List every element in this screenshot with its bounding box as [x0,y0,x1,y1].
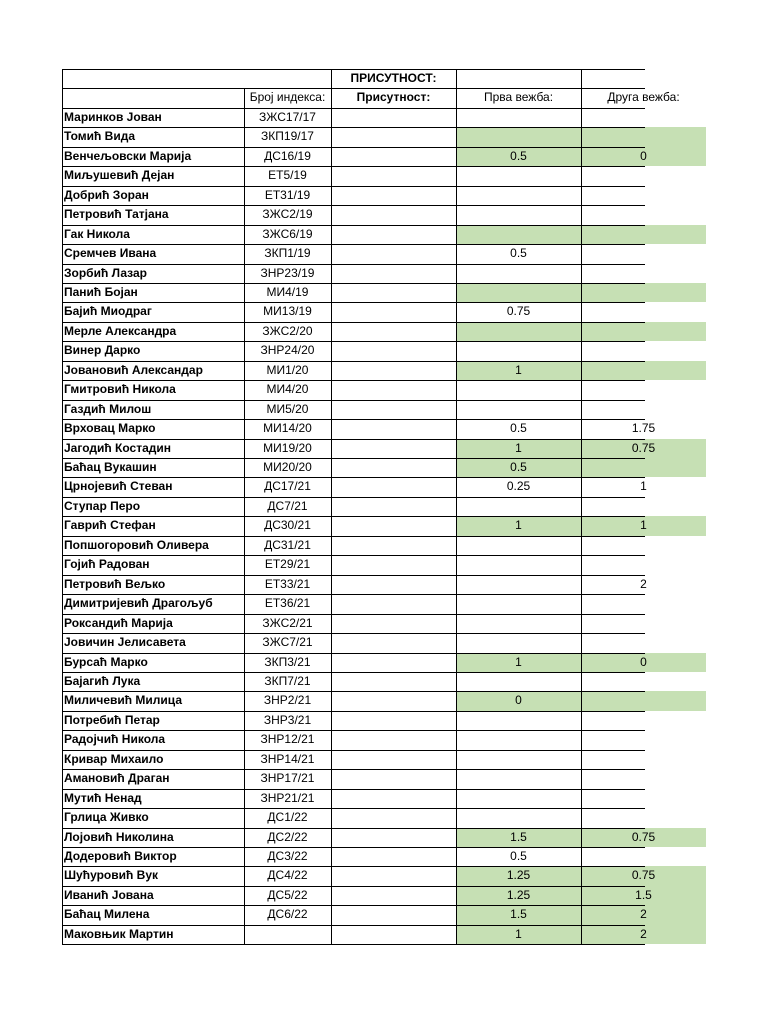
student-index: ЕТ5/19 [268,168,307,183]
grid-line-h [62,186,645,187]
exercise-1-score: 1 [515,362,522,377]
exercise-2-clip [581,516,645,535]
exercise-1-score [456,555,581,574]
student-name: Бајагић Лука [64,673,141,688]
student-name: Црнојевић Стеван [64,479,173,494]
exercise-1-score [456,380,581,399]
student-name: Гмитровић Никола [64,382,176,397]
exercise-1-score [456,672,581,691]
grid-line-h [62,769,645,770]
grid-line-v [456,69,457,945]
header-exercise-1: Прва вежба: [483,90,554,104]
exercise-2-clip [581,633,645,652]
grid-line-h [62,750,645,751]
grid-line-v [331,69,332,945]
exercise-2-clip [581,322,645,341]
exercise-2-clip [581,108,645,127]
exercise-2-clip [581,828,656,847]
header-index: Број индекса: [249,90,326,104]
grid-line-h [62,283,645,284]
exercise-2-clip [581,886,652,905]
exercise-1-score [456,108,581,127]
exercise-2-score: 0.75 [631,829,656,844]
exercise-1-score: 1 [515,926,522,941]
exercise-2-score [581,361,706,380]
grid-line-h [62,205,645,206]
exercise-1-score: 0.75 [506,304,531,319]
exercise-1-score [456,264,581,283]
student-index: ДС5/22 [267,887,308,902]
grid-line-h [62,886,645,887]
exercise-2-score [581,847,706,866]
grid-line-h [62,672,645,673]
student-name: Миљушевић Дејан [64,168,175,183]
grid-line-v [581,69,582,945]
student-index: ЕТ29/21 [264,557,311,572]
student-index: МИ14/20 [263,421,312,436]
student-index: ДС30/21 [264,518,311,533]
exercise-2-clip [581,925,645,944]
student-index: ЗЖС17/17 [259,109,316,124]
student-name: Роксандић Марија [64,615,173,630]
grid-line-h [62,166,645,167]
student-name: Панић Бојан [64,284,138,299]
exercise-1-score [456,614,581,633]
exercise-2-score: 2 [640,907,647,922]
exercise-2-score [581,633,706,652]
exercise-1-score [456,400,581,419]
exercise-1-score: 0.5 [510,246,527,261]
exercise-2-clip [581,166,645,185]
exercise-2-clip [581,594,645,613]
exercise-2-score [581,264,706,283]
exercise-2-clip [581,400,645,419]
grid-line-h [62,925,645,926]
grid-line-h [62,361,645,362]
exercise-2-score: 1 [640,479,647,494]
student-index: ЗНР17/21 [260,771,315,786]
exercise-1-score [456,769,581,788]
exercise-2-clip [581,361,645,380]
exercise-2-clip [581,536,645,555]
student-name: Сремчев Ивана [64,246,157,261]
exercise-2-score: 0 [640,654,647,669]
student-index: ДС3/22 [267,849,308,863]
exercise-1-score: 0.5 [510,849,527,863]
exercise-2-score: 1 [640,518,647,533]
exercise-2-score [581,691,706,710]
student-name: Гак Никола [64,226,130,241]
student-name: Потребић Петар [64,712,160,727]
grid-line-h [62,225,645,226]
student-index: МИ13/19 [263,304,312,319]
student-name: Мутић Ненад [64,790,142,805]
student-name: Маковњик Мартин [64,926,174,941]
student-index: ЕТ31/19 [264,187,311,202]
grid-line-h [62,127,645,128]
exercise-1-score: 0.5 [510,460,527,474]
grid-line-h [62,536,645,537]
exercise-2-score: 2 [640,926,647,941]
exercise-1-score: 1.25 [506,868,531,883]
exercise-1-score: 1.5 [510,907,527,922]
exercise-2-clip [581,283,645,302]
exercise-2-clip [581,614,645,633]
student-index: ЗНР21/21 [260,790,315,805]
student-name: Амановић Драган [64,771,170,786]
exercise-1-score: 0 [515,693,522,708]
exercise-2-score [581,225,706,244]
student-index: ЗЖС6/19 [262,226,313,241]
student-name: Јовановић Александар [64,362,203,377]
exercise-2-clip [581,730,645,749]
grid-line-h [62,711,645,712]
grid-line-h [62,439,645,440]
exercise-1-score: 1.25 [506,887,531,902]
student-name: Јовичин Јелисавета [64,635,186,650]
exercise-2-clip [581,264,645,283]
exercise-2-score [581,205,706,224]
header-exercise-2-clip [581,88,680,107]
grid-line-h [62,69,645,70]
student-index: МИ1/20 [266,362,309,377]
exercise-1-score [456,341,581,360]
student-index: ЗНР24/20 [260,343,315,358]
student-index: ЗЖС2/20 [262,323,313,338]
grid-line-h [62,322,645,323]
student-index: ЕТ33/21 [264,576,311,591]
exercise-1-score: 1 [515,440,522,455]
student-name: Иванић Јована [64,887,154,902]
grid-line-h [62,789,645,790]
student-name: Кривар Михаило [64,751,164,766]
exercise-2-score [581,789,706,808]
exercise-1-score [456,205,581,224]
exercise-2-score [581,769,706,788]
exercise-2-clip [581,341,645,360]
student-name: Петровић Татјана [64,207,169,222]
exercise-2-score: 0.75 [631,440,656,455]
exercise-2-score [581,555,706,574]
grid-line-v [62,69,63,945]
student-index: ЗНР14/21 [260,751,315,766]
student-name: Зорбић Лазар [64,265,147,280]
student-name: Попшогоровић Оливера [64,537,209,552]
exercise-2-clip [581,302,645,321]
exercise-2-score [581,380,706,399]
exercise-2-score [581,186,706,205]
exercise-2-score [581,750,706,769]
student-index: МИ19/20 [263,440,312,455]
grid-line-h [62,808,645,809]
student-index: ДС1/22 [267,810,308,825]
exercise-2-clip [581,244,645,263]
student-index [244,925,331,944]
student-name: Гојић Радован [64,557,150,572]
exercise-2-score [581,127,706,146]
exercise-2-score [581,497,706,516]
student-name: Бајић Миодраг [64,304,152,319]
grid-line-h [62,458,645,459]
exercise-1-score [456,283,581,302]
student-index: ДС7/21 [267,498,308,513]
exercise-2-clip [581,769,645,788]
exercise-1-score: 1.5 [510,829,527,844]
exercise-1-score [456,789,581,808]
exercise-2-clip [581,458,645,477]
grid-line-h [62,147,645,148]
student-index: ЗКП1/19 [264,246,311,261]
exercise-2-score: 0 [640,148,647,163]
exercise-2-clip [581,497,645,516]
student-index: ЗЖС7/21 [262,635,313,650]
grid-line-h [62,244,645,245]
grid-line-h [62,653,645,654]
student-index: ЗЖС2/19 [262,207,313,222]
exercise-2-clip [581,477,645,496]
grid-line-h [62,847,645,848]
exercise-1-score: 1 [515,654,522,669]
exercise-2-clip [581,205,645,224]
exercise-2-clip [581,147,645,166]
exercise-2-score [581,614,706,633]
exercise-2-clip [581,380,645,399]
exercise-1-score: 1 [515,518,522,533]
student-index: ЗКП19/17 [261,129,314,144]
exercise-1-score: 0.5 [510,148,527,163]
exercise-1-score [456,730,581,749]
student-name: Димитријевић Драгољуб [64,596,213,611]
exercise-2-score [581,711,706,730]
student-index: МИ4/19 [266,284,309,299]
student-index: ДС4/22 [267,868,308,883]
grid-line-h [62,497,645,498]
student-index: ДС17/21 [264,479,311,494]
student-index: ДС2/22 [267,829,308,844]
grid-line-h [62,828,645,829]
exercise-2-score: 1.75 [631,421,656,436]
exercise-2-score [581,730,706,749]
student-name: Радојчић Никола [64,732,166,747]
grid-line-h [62,691,645,692]
student-index: МИ5/20 [266,401,309,416]
exercise-1-score [456,322,581,341]
exercise-2-clip [581,419,656,438]
grid-line-h [62,88,645,89]
student-index: ЗКП3/21 [264,654,311,669]
exercise-2-score [581,536,706,555]
student-index: ЗНР3/21 [263,712,312,727]
student-index: ДС31/21 [264,537,311,552]
grid-line-h [62,380,645,381]
student-name: Грлица Живко [64,810,149,825]
exercise-2-score: 2 [640,576,647,591]
exercise-2-clip [581,691,645,710]
student-name: Додеровић Виктор [64,849,177,863]
exercise-2-score [581,458,706,477]
exercise-2-clip [581,711,645,730]
exercise-2-clip [581,439,656,458]
student-index: ЗНР23/19 [260,265,315,280]
grid-line-h [62,905,645,906]
grid-line-h [62,944,645,945]
exercise-2-score [581,302,706,321]
exercise-2-clip [581,555,645,574]
student-name: Петровић Вељко [64,576,166,591]
student-name: Газдић Милош [64,401,152,416]
student-name: Лојовић Николина [64,829,174,844]
student-name: Венчељовски Марија [64,148,192,163]
grid-line-h [62,302,645,303]
exercise-2-clip [581,789,645,808]
student-name: Миличевић Милица [64,693,183,708]
student-name: Винер Дарко [64,343,141,358]
exercise-2-score [581,244,706,263]
student-index: МИ4/20 [266,382,309,397]
student-index: ЕТ36/21 [264,596,311,611]
exercise-1-score [456,750,581,769]
student-name: Маринков Јован [64,109,162,124]
header-attendance: Присутност: [356,90,431,104]
exercise-2-score [581,322,706,341]
exercise-2-clip [581,672,645,691]
exercise-1-score [456,808,581,827]
exercise-2-clip [581,575,645,594]
student-index: ЗЖС2/21 [262,615,313,630]
exercise-1-score [456,186,581,205]
exercise-2-clip [581,847,645,866]
student-name: Шућуровић Вук [64,868,159,883]
exercise-1-score: 0.25 [506,479,531,494]
student-index: МИ20/20 [263,460,312,474]
header-exercise-2: Друга вежба: [607,90,680,104]
sheet-title: ПРИСУТНОСТ: [350,71,437,85]
exercise-1-score [456,536,581,555]
student-index: ДС6/22 [267,907,308,922]
grid-line-h [62,264,645,265]
grid-line-h [62,614,645,615]
student-index: ДС16/19 [264,148,311,163]
grid-line-h [62,477,645,478]
exercise-2-score [581,672,706,691]
student-name: Мерле Александра [64,323,177,338]
grid-line-h [62,633,645,634]
exercise-2-score [581,808,706,827]
student-index: ЗКП7/21 [264,673,311,688]
exercise-2-clip [581,225,645,244]
exercise-2-clip [581,750,645,769]
grid-line-h [62,400,645,401]
grid-line-h [62,866,645,867]
student-name: Баћац Вукашин [64,460,157,474]
student-name: Гаврић Стефан [64,518,156,533]
student-name: Бурсаћ Марко [64,654,148,669]
exercise-2-score [581,166,706,185]
exercise-2-clip [581,866,656,885]
exercise-1-score [456,166,581,185]
grid-line-v [244,88,245,945]
exercise-2-clip [581,653,645,672]
exercise-2-clip [581,808,645,827]
grid-line-h [62,730,645,731]
grid-line-h [62,575,645,576]
student-name: Јагодић Костадин [64,440,171,455]
exercise-1-score [456,575,581,594]
student-name: Ступар Перо [64,498,141,513]
exercise-2-score [581,283,706,302]
exercise-2-score [581,400,706,419]
exercise-2-score: 0.75 [631,868,656,883]
exercise-1-score [456,711,581,730]
exercise-2-clip [581,905,645,924]
exercise-1-score: 0.5 [510,421,527,436]
exercise-1-score [456,594,581,613]
exercise-1-score [456,497,581,516]
grid-line-h [62,516,645,517]
student-index: ЗНР12/21 [260,732,315,747]
exercise-1-score [456,127,581,146]
student-name: Добрић Зоран [64,187,149,202]
exercise-2-score [581,108,706,127]
exercise-2-score: 1.5 [635,887,652,902]
exercise-2-score [581,341,706,360]
student-name: Врховац Марко [64,421,156,436]
student-index: ЗНР2/21 [263,693,312,708]
grid-line-h [62,555,645,556]
exercise-1-score [456,633,581,652]
student-name: Томић Вида [64,129,135,144]
grid-line-h [62,108,645,109]
grid-line-h [62,419,645,420]
student-name: Баћац Милена [64,907,150,922]
grid-line-h [62,341,645,342]
exercise-2-clip [581,186,645,205]
exercise-1-score [456,225,581,244]
grid-line-h [62,594,645,595]
exercise-2-clip [581,127,645,146]
exercise-2-score [581,594,706,613]
